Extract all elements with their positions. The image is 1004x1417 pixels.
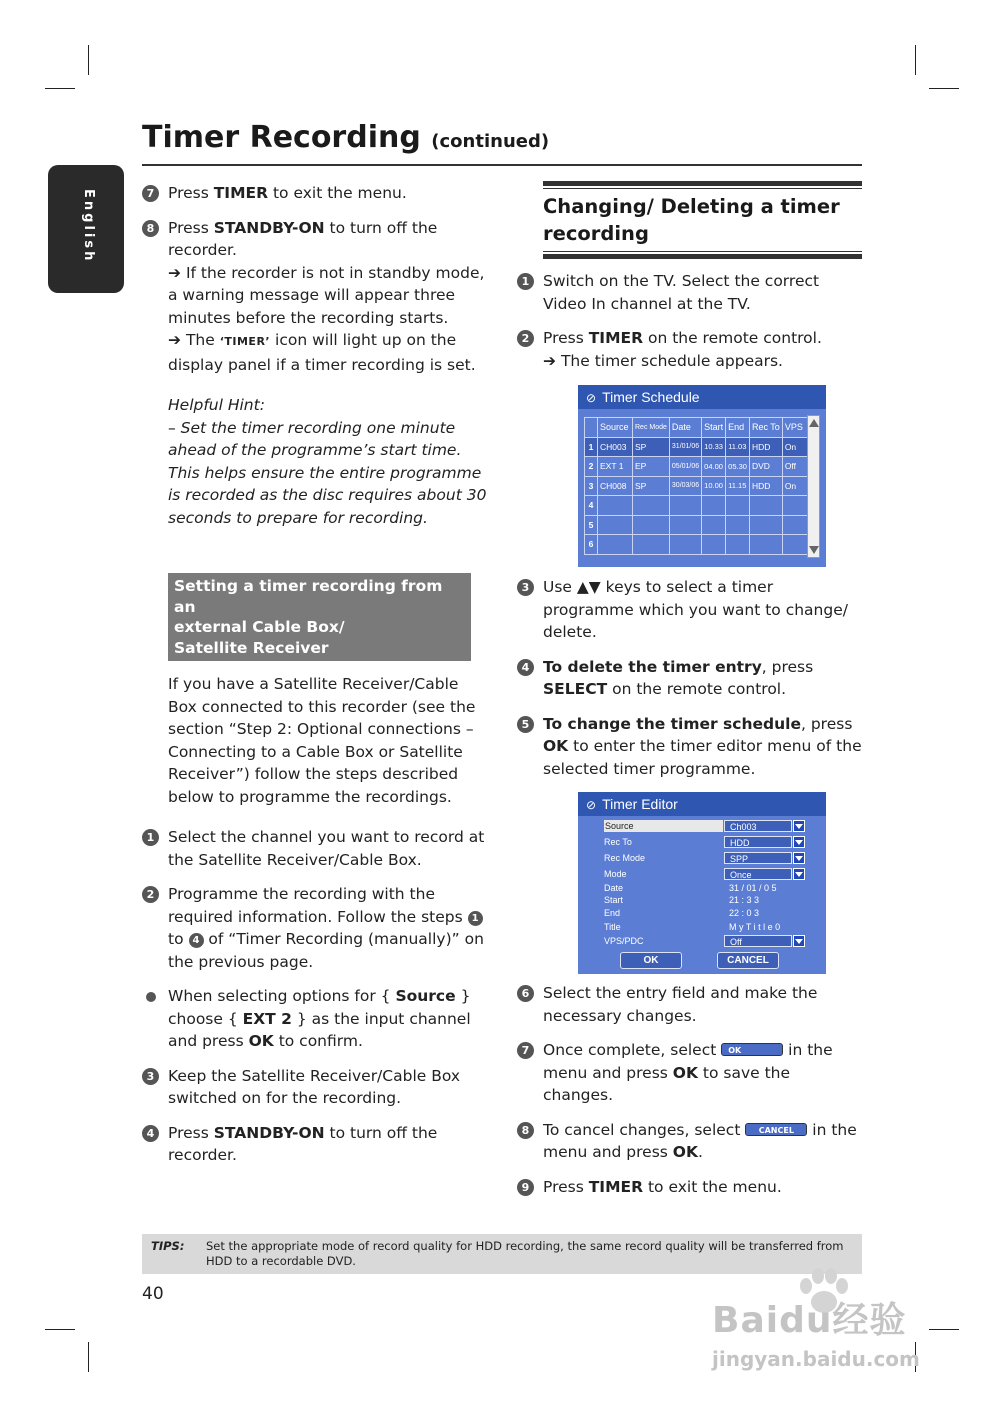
left-column [142,182,492,1179]
text: to [168,930,189,948]
step-7-save [517,1039,862,1107]
key-label: OK [672,1063,698,1082]
page-title-suffix: (continued) [431,131,550,152]
field-value[interactable]: Once [724,868,792,880]
step-1-select-channel [142,826,492,871]
field-label: Rec To [604,837,632,847]
table-cell: Off [782,457,807,477]
note-text: The timer schedule appears. [560,351,783,370]
step-number: 8 [142,220,159,237]
field-value[interactable]: Off [724,935,792,947]
table-cell [669,535,701,555]
table-cell [633,535,670,555]
timer-editor-header [578,792,826,816]
table-cell [702,515,726,535]
key-label: STANDBY-ON [213,1123,325,1142]
field-value[interactable]: HDD [724,836,792,848]
step-number: 7 [517,1042,534,1059]
text: To cancel changes, select [543,1120,746,1139]
table-cell: 30/03/06 [669,476,701,496]
field-label: Title [604,922,621,932]
tips-box [142,1234,862,1274]
dropdown-icon[interactable] [793,852,805,864]
key-label: STANDBY-ON [213,218,325,237]
inline-ok-button: OK [721,1043,783,1056]
table-cell: SP [633,437,670,457]
text: } as the input channel and press [168,1009,471,1050]
arrow-icon: ➔ [168,263,181,282]
section-rule-top [543,181,862,189]
table-cell [726,535,750,555]
field-value[interactable]: M y T i t l e 0 [729,922,781,932]
column-header: Source [598,418,633,438]
text: of “Timer Recording (manually)” on the previous page. [168,930,484,971]
text: , press [800,714,853,733]
clock-icon: ⊘ [586,798,597,812]
step-6-select-field [517,982,862,1027]
key-label: To delete the timer entry [543,657,762,676]
tips-text: Set the appropriate mode of record quality for HDD recording, the same record quality will be transferred from HDD to a recordable DVD. [206,1239,844,1268]
timer-schedule-table [584,417,808,555]
row-number: 5 [585,515,598,535]
watermark-brand: Baidu经验 [712,1300,907,1341]
field-value[interactable]: 21 : 3 3 [729,895,760,905]
cancel-button[interactable]: CANCEL [717,952,779,969]
row-number: 3 [585,476,598,496]
watermark [712,1292,920,1371]
table-cell [782,535,807,555]
table-header-row [585,418,808,438]
row-number: 6 [585,535,598,555]
step-number: 2 [517,330,534,347]
intro-paragraph: If you have a Satellite Receiver/Cable Box connected to this recorder (see the section “Step 2: Optional connections – Connecting to a Cable Box or Satellite Receiver”) follow the steps described below to programme the recordings. [168,675,476,806]
step-number: 4 [142,1125,159,1142]
section-heading: Changing/ Deleting a timer recording [543,195,840,245]
field-label: End [604,908,621,918]
step-number: 8 [517,1122,534,1139]
text: to exit the menu. [643,1177,782,1196]
table-cell: 31/01/06 [669,437,701,457]
crop-mark [45,1329,75,1330]
key-label: OK [672,1143,698,1161]
text: } choose { [168,987,471,1028]
text: Press [543,329,589,347]
table-cell: EXT 1 [598,457,633,477]
step-2-programme [142,883,492,973]
table-cell [702,496,726,516]
column-header: End [726,418,750,438]
field-label: Source [604,820,723,832]
field-value[interactable]: SPP [724,852,792,864]
step-number: 3 [517,579,534,596]
column-header: VPS [782,418,807,438]
text: , press [761,657,814,676]
crop-mark [88,1342,89,1372]
table-cell [669,496,701,516]
section-heading-line: Satellite Receiver [174,638,329,657]
tips-label: TIPS: [151,1239,185,1253]
row-number-header [585,418,598,438]
step-2-press-timer [517,327,862,372]
table-cell: 11.03 [726,437,750,457]
inline-cancel-button: CANCEL [745,1123,807,1136]
table-row[interactable] [585,535,808,555]
text: to enter the timer editor menu of the selected timer programme. [543,737,862,778]
dropdown-icon[interactable] [793,836,805,848]
table-cell: DVD [749,457,782,477]
text: to turn off the recorder. [168,218,438,259]
crop-mark [929,88,959,89]
table-cell: CH008 [598,476,633,496]
row-number: 1 [585,437,598,457]
page-number: 40 [142,1284,164,1304]
table-cell: 11.15 [726,476,750,496]
text: Press [543,1177,589,1196]
step-1-switch-tv [517,270,862,315]
text: to exit the menu. [268,184,407,202]
text: Programme the recording with the required information. Follow the steps [168,885,468,926]
table-cell: EP [633,457,670,477]
table-cell [633,515,670,535]
text: Switch on the TV. Select the correct Video In channel at the TV. [543,272,820,313]
table-cell [633,496,670,516]
key-label: TIMER [588,1177,644,1196]
section-heading-line: Setting a timer recording from an [174,577,443,616]
ok-button[interactable]: OK [620,952,682,969]
arrow-icon: ➔ [168,331,181,349]
table-row[interactable] [585,515,808,535]
text: to confirm. [273,1032,363,1050]
text: in the menu and press [543,1041,833,1082]
text: to save the changes. [543,1063,791,1104]
text: When selecting options for { [168,987,396,1005]
step-5-change [517,713,862,781]
dropdown-icon[interactable] [793,820,805,832]
key-label: Source [395,987,456,1005]
note-text: The [185,331,220,349]
text: on the remote control. [607,680,787,698]
crop-mark [915,45,916,75]
field-label: VPS/PDC [604,936,644,946]
crop-mark [45,88,75,89]
crop-mark [929,1329,959,1330]
table-cell [726,496,750,516]
text: to turn off the recorder. [168,1123,438,1164]
field-label: Rec Mode [604,853,646,863]
table-cell: HDD [749,437,782,457]
step-7-exit [142,182,492,205]
timer-editor-title: Timer Editor [602,796,678,812]
table-row[interactable] [585,496,808,516]
field-label: Start [604,895,624,905]
key-label: OK [248,1032,274,1050]
table-cell [749,535,782,555]
table-cell: On [782,437,807,457]
step-number: 1 [517,273,534,290]
note-text: icon will light up on the display panel if a timer recording is set. [168,331,476,374]
row-number: 2 [585,457,598,477]
table-cell [782,496,807,516]
key-label: ‘TIMER’ [219,335,271,348]
scrollbar[interactable] [807,415,820,558]
step-number: 6 [517,985,534,1002]
table-cell [782,515,807,535]
key-label: SELECT [543,680,608,698]
step-number: 2 [142,886,159,903]
timer-schedule-screen [578,385,826,567]
step-8-standby [142,217,492,377]
table-row[interactable] [585,457,808,477]
watermark-url: jingyan.baidu.com [712,1347,920,1371]
table-cell: SP [633,476,670,496]
timer-schedule-title: Timer Schedule [602,389,700,405]
step-number: 1 [142,829,159,846]
table-cell: 05.30 [726,457,750,477]
text: Keep the Satellite Receiver/Cable Box switched on for the recording. [168,1066,461,1107]
text: . [697,1143,703,1161]
field-value[interactable]: 22 : 0 3 [729,908,760,918]
inline-step-number: 1 [468,911,483,926]
text: Press [168,184,214,202]
table-cell: 04.00 [702,457,726,477]
key-label: TIMER [213,184,269,202]
table-cell: 05/01/06 [669,457,701,477]
step-8-cancel [517,1119,862,1164]
field-value[interactable]: Ch003 [724,820,792,832]
field-label: Date [604,883,624,893]
scroll-down-icon[interactable] [809,546,819,554]
clock-icon: ⊘ [586,391,597,405]
table-cell [598,535,633,555]
column-header: Date [669,418,701,438]
title-rule [142,164,862,166]
page-title [142,120,549,155]
language-tab [48,165,124,293]
dropdown-icon[interactable] [793,935,805,947]
row-number: 4 [585,496,598,516]
step-number: 9 [517,1179,534,1196]
field-value[interactable]: 31 / 01 / 0 5 [729,883,777,893]
step-number: 3 [142,1068,159,1085]
text: Press [168,1123,214,1142]
table-cell: HDD [749,476,782,496]
inline-step-number: 4 [189,933,204,948]
language-tab-label: English [81,189,96,264]
table-cell [749,515,782,535]
right-column-top [517,270,862,384]
crop-mark [88,45,89,75]
table-cell [726,515,750,535]
step-3-use-keys [517,576,862,644]
key-label: TIMER [588,329,644,347]
arrow-keys-label: ▲▼ [576,578,601,596]
column-header: Rec To [749,418,782,438]
step-4-standby [142,1122,492,1167]
table-cell [702,535,726,555]
hint-text: – Set the timer recording one minute ahead of the programme’s start time. This helps ensure the entire programme is recorded as the disc requires about 30 seconds to prepare for recording. [168,418,487,527]
text: Select the entry field and make the necessary changes. [543,984,818,1025]
arrow-icon: ➔ [543,351,556,370]
step-4-delete [517,656,862,701]
right-column-bottom [517,982,862,1210]
text: Once complete, select [543,1041,722,1059]
timer-editor-screen [578,792,826,974]
key-label: EXT 2 [242,1009,292,1028]
section-heading-line: external Cable Box/ [174,618,345,636]
text: in the menu and press [543,1120,857,1161]
page-title-text: Timer Recording [142,120,421,155]
text: on the remote control. [643,329,822,347]
table-cell: CH003 [598,437,633,457]
note-text: If the recorder is not in standby mode, a warning message will appear three minutes before the recording starts. [168,263,485,327]
bullet-source [142,985,492,1053]
table-cell [669,515,701,535]
column-header: Start [702,418,726,438]
table-cell: On [782,476,807,496]
text: Press [168,218,214,237]
dropdown-icon[interactable] [793,868,805,880]
text: Use [543,578,577,596]
section-heading-box [168,573,471,661]
table-cell: 10.33 [702,437,726,457]
step-3-keep-on [142,1065,492,1110]
text: Select the channel you want to record at the Satellite Receiver/Cable Box. [168,828,485,869]
hint-title: Helpful Hint: [168,396,265,414]
table-row[interactable] [585,476,808,496]
table-cell [598,496,633,516]
step-number: 7 [142,185,159,202]
scroll-up-icon[interactable] [809,419,819,427]
table-cell: 10.00 [702,476,726,496]
step-number: 4 [517,659,534,676]
key-label: OK [543,737,569,755]
section-rule-bottom [543,251,862,259]
bullet-icon [146,992,156,1002]
step-number: 5 [517,716,534,733]
key-label: To change the timer schedule [543,714,801,733]
column-header: Rec Mode [633,418,670,438]
timer-schedule-header [578,385,826,409]
table-cell [749,496,782,516]
helpful-hint [168,394,492,529]
table-cell [598,515,633,535]
text: keys to select a timer programme which you want to change/ delete. [543,578,848,641]
step-9-exit [517,1176,862,1199]
right-column-mid [517,576,862,792]
table-row[interactable] [585,437,808,457]
field-label: Mode [604,869,627,879]
